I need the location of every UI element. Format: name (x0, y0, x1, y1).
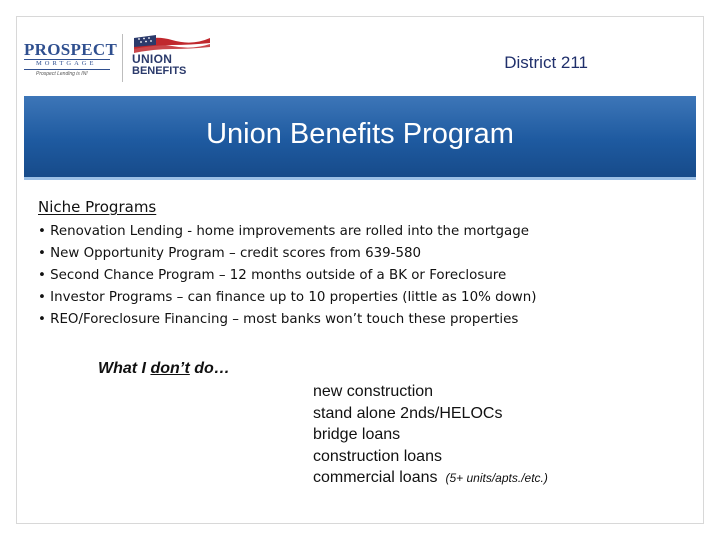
what-i-dont-do-heading (98, 360, 230, 378)
list-item: • Second Chance Program – 12 months outside of a BK or Foreclosure (38, 268, 507, 283)
list-item: • REO/Foreclosure Financing – most banks won’t touch these properties (38, 312, 519, 327)
list-item: new construction (313, 383, 434, 400)
dont-heading-post: do… (189, 360, 230, 377)
niche-programs-list (38, 221, 698, 331)
list-item-text: commercial loans (313, 469, 438, 486)
page-title: Union Benefits Program (206, 118, 514, 150)
district-label: District 211 (504, 53, 588, 72)
niche-programs-heading: Niche Programs (38, 198, 157, 216)
prospect-logo-tagline: Prospect Lending is IN! (36, 71, 88, 77)
list-item (313, 467, 693, 490)
list-item: • Renovation Lending - home improvements are rolled into the mortgage (38, 224, 529, 239)
union-logo-line2: BENEFITS (132, 65, 187, 77)
prospect-logo-sub: MORTGAGE (36, 60, 97, 67)
union-logo-line1: UNION (132, 52, 173, 66)
list-item: • New Opportunity Program – credit scores from 639-580 (38, 246, 422, 261)
logo-rule (24, 69, 110, 70)
dont-heading-pre: What I (98, 360, 151, 377)
title-band (24, 96, 696, 180)
list-item: • Investor Programs – can finance up to 10 properties (little as 10% down) (38, 290, 537, 305)
union-benefits-logo (132, 34, 212, 82)
prospect-logo-name: PROSPECT (24, 40, 118, 59)
dont-do-list (313, 381, 693, 490)
list-item: stand alone 2nds/HELOCs (313, 404, 503, 422)
dont-heading-emphasis: don’t (150, 360, 190, 377)
list-item: construction loans (313, 447, 442, 465)
prospect-mortgage-logo (24, 38, 118, 82)
logo-divider (122, 34, 123, 82)
list-item: bridge loans (313, 426, 401, 443)
commercial-loans-note: (5+ units/apts./etc.) (445, 471, 548, 485)
